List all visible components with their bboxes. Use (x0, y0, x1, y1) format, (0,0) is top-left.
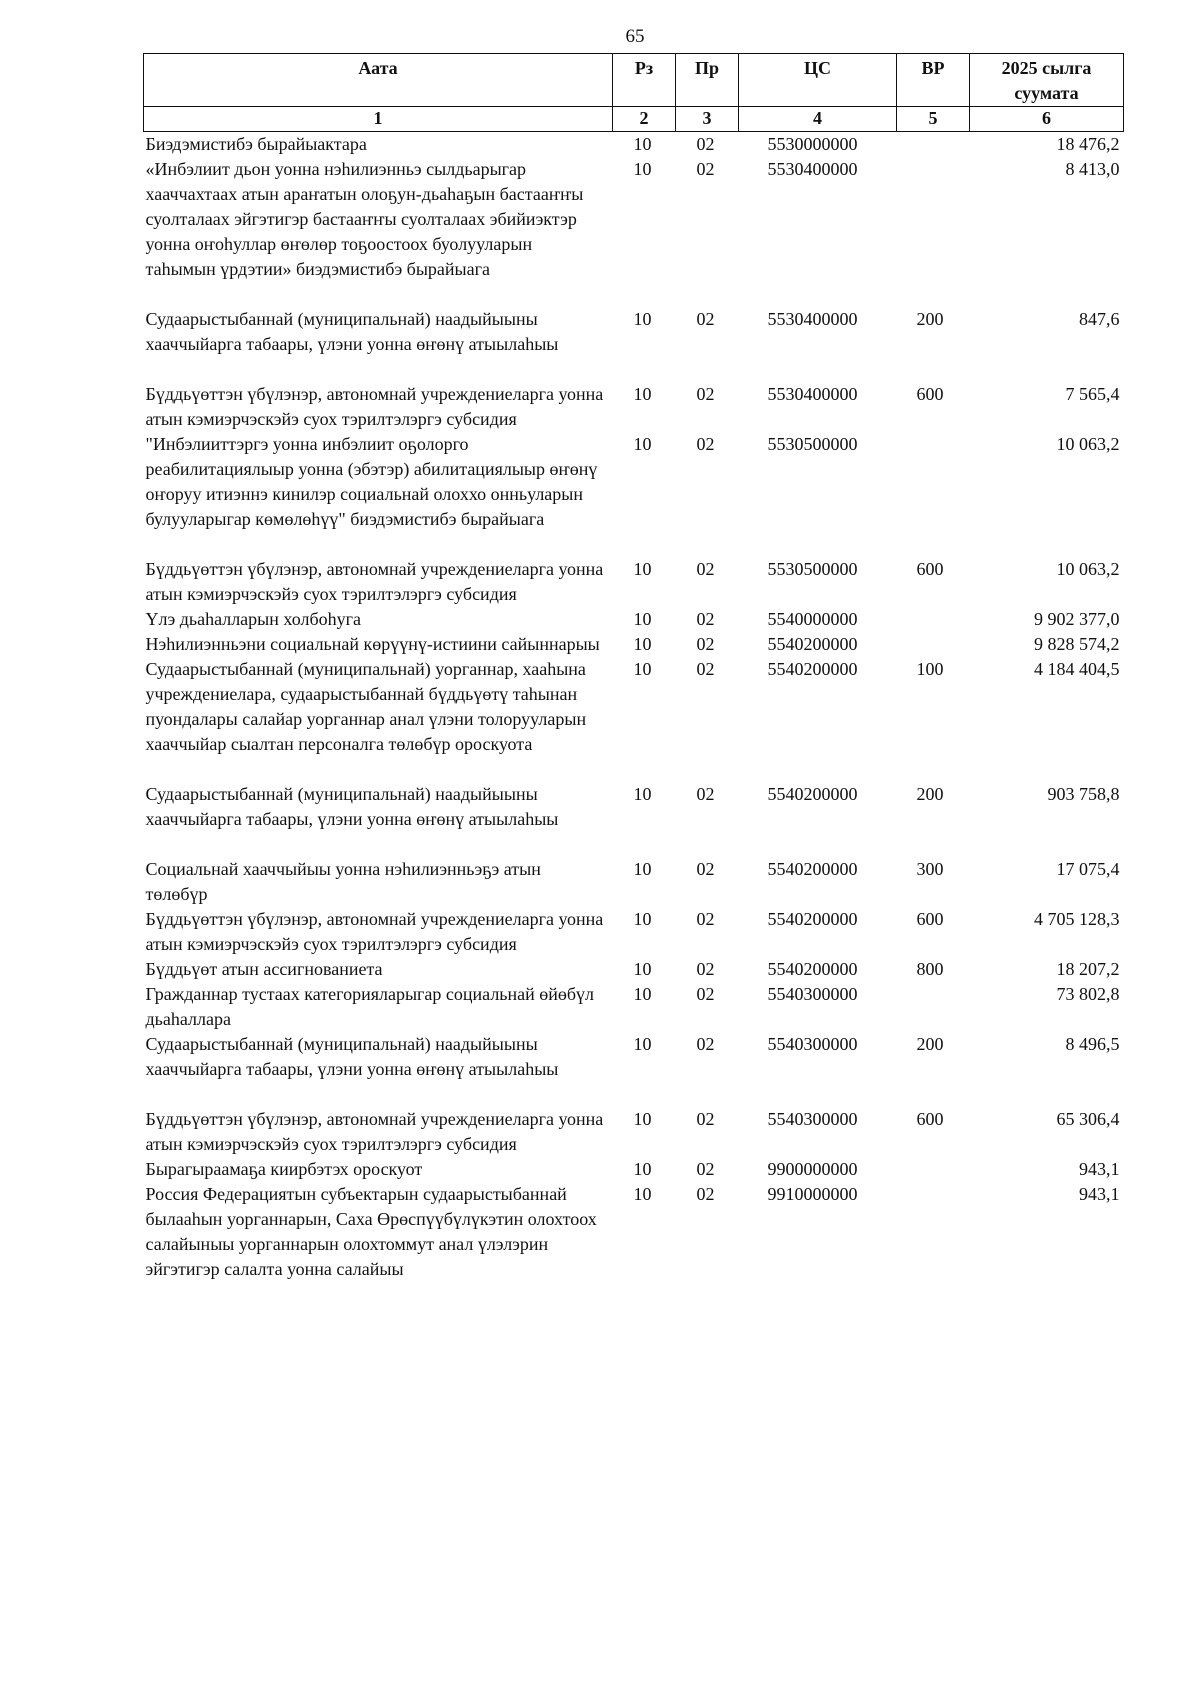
row-name: Үлэ дьаһалларын холбоһуга (145, 609, 361, 629)
row-rz: 10 (633, 1109, 652, 1129)
table-row (144, 907, 1124, 957)
row-pr: 02 (696, 1034, 715, 1054)
row-cs: 5530400000 (767, 384, 858, 404)
table-row (144, 1182, 1124, 1282)
row-sum: 8 496,5 (1065, 1034, 1120, 1054)
row-pr: 02 (696, 134, 715, 154)
row-name: Бүддьүөт атын ассигнованиета (145, 959, 383, 979)
header-row (144, 54, 1124, 107)
row-sum: 4 184 404,5 (1034, 659, 1120, 679)
row-vr: 600 (916, 909, 944, 929)
row-sum: 9 828 574,2 (1034, 634, 1120, 654)
header-num-5: 5 (897, 107, 970, 132)
row-rz: 10 (633, 384, 652, 404)
row-name: Судаарыстыбаннай (муниципальнай) наадыйыыны хааччыйарга табаары, үлэни уонна өҥөнү атыылаһыы (145, 1034, 559, 1079)
row-vr (897, 157, 970, 307)
row-vr: 600 (916, 384, 944, 404)
row-name: Биэдэмистибэ бырайыактара (145, 134, 367, 154)
row-name: Судаарыстыбаннай (муниципальнай) уорганнар, хааһына учреждениелара, судаарыстыбаннай бүддьүөтү таһынан пуондалары салайар уорганнар анал үлэни толорууларын хааччыйар сыалтан персоналга төлөбүр ороскуота (145, 659, 587, 754)
row-rz: 10 (633, 609, 652, 629)
row-sum: 943,1 (1079, 1184, 1120, 1204)
row-sum: 73 802,8 (1056, 984, 1120, 1004)
row-pr: 02 (696, 434, 715, 454)
row-vr: 300 (916, 859, 944, 879)
row-rz: 10 (633, 984, 652, 1004)
row-cs: 9910000000 (767, 1184, 858, 1204)
row-cs: 5540000000 (767, 609, 858, 629)
row-rz: 10 (633, 784, 652, 804)
row-cs: 5530500000 (767, 559, 858, 579)
row-sum: 903 758,8 (1047, 784, 1120, 804)
row-rz: 10 (633, 309, 652, 329)
table-row (144, 157, 1124, 307)
row-cs: 5530400000 (767, 159, 858, 179)
row-pr: 02 (696, 959, 715, 979)
row-name: Бырагыраамаҕа киирбэтэх ороскуот (145, 1159, 423, 1179)
row-name: Социальнай хааччыйыы уонна нэһилиэнньэҕэ атын төлөбүр (145, 859, 541, 904)
row-vr (897, 982, 970, 1032)
row-rz: 10 (633, 959, 652, 979)
table-row (144, 307, 1124, 382)
row-vr (897, 632, 970, 657)
table-row (144, 857, 1124, 907)
row-sum: 18 476,2 (1056, 134, 1120, 154)
row-cs: 5540200000 (767, 659, 858, 679)
header-name: Аата (144, 54, 613, 107)
row-pr: 02 (696, 1159, 715, 1179)
row-vr (897, 432, 970, 557)
row-rz: 10 (633, 909, 652, 929)
header-num-3: 3 (676, 107, 739, 132)
row-name: "Инбэлииттэргэ уонна инбэлиит оҕолорго реабилитациялыыр уонна (эбэтэр) абилитациялыыр өҥөнү оҥоруу итиэннэ кинилэр социальнай олоххо онньуларын булууларыгар көмөлөһүү" биэдэмистибэ бырайыага (145, 434, 598, 529)
row-pr: 02 (696, 1109, 715, 1129)
header-sum: 2025 сылга суумата (970, 54, 1124, 107)
row-rz: 10 (633, 1034, 652, 1054)
row-vr: 600 (916, 559, 944, 579)
row-name: Судаарыстыбаннай (муниципальнай) наадыйыыны хааччыйарга табаары, үлэни уонна өҥөнү атыылаһыы (145, 784, 559, 829)
row-cs: 5530500000 (767, 434, 858, 454)
row-name: Бүддьүөттэн үбүлэнэр, автономнай учреждениеларга уонна атын кэмиэрчэскэйэ суох тэрилтэлэргэ субсидия (145, 909, 604, 954)
row-rz: 10 (633, 1184, 652, 1204)
row-vr: 600 (916, 1109, 944, 1129)
header-num-6: 6 (970, 107, 1124, 132)
row-rz: 10 (633, 159, 652, 179)
row-cs: 5530000000 (767, 134, 858, 154)
row-pr: 02 (696, 384, 715, 404)
row-sum: 10 063,2 (1056, 559, 1120, 579)
row-name: Гражданнар тустаах категорияларыгар социальнай өйөбүл дьаһаллара (145, 984, 595, 1029)
row-cs: 5540200000 (767, 859, 858, 879)
header-num-4: 4 (739, 107, 897, 132)
row-rz: 10 (633, 434, 652, 454)
row-rz: 10 (633, 659, 652, 679)
page-number: 65 (625, 26, 645, 47)
table-row (144, 957, 1124, 982)
table-row (144, 432, 1124, 557)
table-body (144, 132, 1124, 1283)
row-name: «Инбэлиит дьон уонна нэһилиэнньэ сылдьарыгар хааччахтаах атын араҥатын олоҕун-дьаһаҕын бастааҥҥы суолталаах эйгэтигэр бастааҥҥы суолталаах эбийиэктэр уонна оҥоһуллар өҥөлөр тоҕоостоох буолууларын таһымын үрдэтии» биэдэмистибэ бырайыага (145, 159, 584, 279)
row-pr: 02 (696, 159, 715, 179)
row-cs: 5540300000 (767, 984, 858, 1004)
row-rz: 10 (633, 559, 652, 579)
row-vr (897, 607, 970, 632)
row-cs: 5540300000 (767, 1034, 858, 1054)
row-name: Бүддьүөттэн үбүлэнэр, автономнай учреждениеларга уонна атын кэмиэрчэскэйэ суох тэрилтэлэргэ субсидия (145, 384, 604, 429)
row-name: Судаарыстыбаннай (муниципальнай) наадыйыыны хааччыйарга табаары, үлэни уонна өҥөнү атыылаһыы (145, 309, 559, 354)
table-row (144, 132, 1124, 158)
row-pr: 02 (696, 634, 715, 654)
budget-table (143, 53, 1124, 1282)
row-name: Россия Федерациятын субъектарын судаарыстыбаннай былааһын уорганнарын, Саха Өрөспүүбүлүкэтин олохтоох салайыныы уорганнарын олохтоммут анал үлэлэрин эйгэтигэр салалта уонна салайыы (145, 1184, 597, 1279)
header-vr: ВР (897, 54, 970, 107)
table-row (144, 607, 1124, 632)
row-pr: 02 (696, 984, 715, 1004)
table-row (144, 632, 1124, 657)
table-row (144, 1107, 1124, 1157)
row-pr: 02 (696, 909, 715, 929)
row-name: Бүддьүөттэн үбүлэнэр, автономнай учреждениеларга уонна атын кэмиэрчэскэйэ суох тэрилтэлэргэ субсидия (145, 559, 604, 604)
row-cs: 5540200000 (767, 959, 858, 979)
row-pr: 02 (696, 559, 715, 579)
header-number-row (144, 107, 1124, 132)
row-sum: 10 063,2 (1056, 434, 1120, 454)
row-pr: 02 (696, 784, 715, 804)
row-sum: 18 207,2 (1056, 959, 1120, 979)
header-num-2: 2 (613, 107, 676, 132)
row-vr: 200 (916, 1034, 944, 1054)
table-row (144, 1032, 1124, 1107)
row-vr: 200 (916, 309, 944, 329)
row-vr (897, 1157, 970, 1182)
row-pr: 02 (696, 859, 715, 879)
table-row (144, 382, 1124, 432)
row-pr: 02 (696, 309, 715, 329)
row-rz: 10 (633, 634, 652, 654)
header-rz: Рз (613, 54, 676, 107)
row-name: Нэһилиэнньэни социальнай көрүүнү-истиини сайыннарыы (145, 634, 600, 654)
header-cs: ЦС (739, 54, 897, 107)
row-name: Бүддьүөттэн үбүлэнэр, автономнай учреждениеларга уонна атын кэмиэрчэскэйэ суох тэрилтэлэргэ субсидия (145, 1109, 604, 1154)
row-sum: 9 902 377,0 (1034, 609, 1120, 629)
row-rz: 10 (633, 134, 652, 154)
row-rz: 10 (633, 859, 652, 879)
row-vr: 200 (916, 784, 944, 804)
header-pr: Пр (676, 54, 739, 107)
row-sum: 8 413,0 (1065, 159, 1120, 179)
table-row (144, 982, 1124, 1032)
table-header (144, 54, 1124, 132)
row-vr (897, 1182, 970, 1282)
row-cs: 5540200000 (767, 634, 858, 654)
header-num-1: 1 (144, 107, 613, 132)
row-sum: 943,1 (1079, 1159, 1120, 1179)
row-pr: 02 (696, 1184, 715, 1204)
row-sum: 4 705 128,3 (1034, 909, 1120, 929)
row-sum: 17 075,4 (1056, 859, 1120, 879)
table-row (144, 657, 1124, 782)
row-vr: 800 (916, 959, 944, 979)
table-row (144, 557, 1124, 607)
row-cs: 5540200000 (767, 784, 858, 804)
row-rz: 10 (633, 1159, 652, 1179)
row-cs: 5540200000 (767, 909, 858, 929)
row-cs: 5540300000 (767, 1109, 858, 1129)
row-pr: 02 (696, 609, 715, 629)
row-cs: 9900000000 (767, 1159, 858, 1179)
row-vr: 100 (916, 659, 944, 679)
row-sum: 65 306,4 (1056, 1109, 1120, 1129)
row-vr (897, 132, 970, 158)
table-row (144, 1157, 1124, 1182)
row-sum: 847,6 (1079, 309, 1120, 329)
table-row (144, 782, 1124, 857)
row-cs: 5530400000 (767, 309, 858, 329)
row-pr: 02 (696, 659, 715, 679)
row-sum: 7 565,4 (1065, 384, 1120, 404)
